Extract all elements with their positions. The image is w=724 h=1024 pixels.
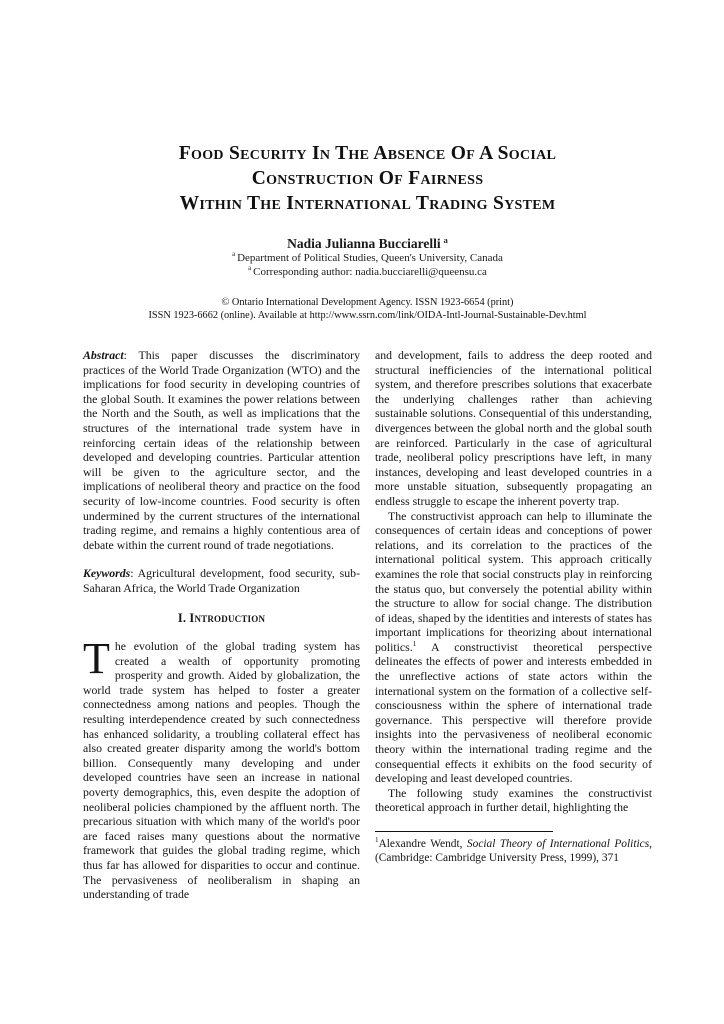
title-line-3: Within The International Trading System bbox=[179, 193, 556, 214]
footnote-reference-1: 1 bbox=[412, 638, 417, 648]
abstract-paragraph bbox=[83, 348, 360, 552]
footnote-post: , (Cambridge: Cambridge University Press, 1999), 371 bbox=[375, 838, 652, 865]
abstract-label: Abstract bbox=[83, 348, 124, 362]
continuation-paragraph: and development, fails to address the deep rooted and structural inefficiencies of the international political system, and therefore prescribes solutions that exacerbate the underlying challenges rather than achieving sustainable solutions. Consequential of this understanding, divergences between the global north and the global south are reinforced. Particularly in the case of agricultural trade, neoliberal policy prescriptions have left, in many instances, developing and least developed countries in a more unstable situation, subsequently propagating an endless struggle to escape the inherent poverty trap. bbox=[375, 348, 652, 508]
keywords-paragraph bbox=[83, 566, 360, 595]
right-column bbox=[375, 348, 652, 902]
drop-cap: T bbox=[83, 634, 110, 684]
author-block bbox=[83, 236, 652, 279]
keywords-label: Keywords bbox=[83, 566, 131, 581]
abstract-text: : This paper discusses the discriminatory practices of the World Trade Organization (WTO) and the implications for food security in developing countries of the global South. It examines the power relations between the North and the South, as well as implications that the structures of the international trade system have in reinforcing certain ideas of the relationship between developed and developing countries. Particular attention will be given to the agriculture sector, and the implications of neoliberal theory and practice on the food security of low-income countries. Food security is often undermined by the current structures of the international trading regime, and remains a highly contentious area of debate within the current round of trade negotiations. bbox=[83, 348, 360, 552]
footnote-book-title: Social Theory of International Politics bbox=[466, 838, 650, 850]
constructivist-paragraph bbox=[375, 509, 652, 786]
affiliation-superscript: a bbox=[232, 251, 236, 259]
intro-text: he evolution of the global trading system has created a wealth of opportunity promoting prosperity and growth. Aided by globalization, the world trade system has helped to foster a greater connectedness among nations and peoples. Though the resulting interdependence created by such connectedness has enhanced solidarity, a troubling collateral effect has also created greater disparity among the world's bottom billion. Consequently many developing and under developed countries have seen an increase in national poverty demographics, this, even despite the adoption of neoliberal policies championed by the affluent north. The precarious situation with which many of the world's poor are faced raises many questions about the normative framework that guides the global trading regime, which thus far has allowed for disparities to occur and continue. The pervasiveness of neoliberalism in shaping an understanding of trade bbox=[83, 639, 360, 902]
title-line-1: Food Security In The Absence Of A Social bbox=[178, 143, 557, 164]
footnote-separator bbox=[375, 831, 553, 832]
author-superscript: a bbox=[443, 235, 448, 245]
affiliation-text: Department of Political Studies, Queen's University, Canada bbox=[237, 252, 503, 264]
two-column-body bbox=[83, 348, 652, 902]
corresponding-superscript: a bbox=[248, 264, 252, 272]
publisher-info bbox=[83, 296, 652, 322]
author-name-text: Nadia Julianna Bucciarelli bbox=[287, 236, 441, 251]
corresponding-text: Corresponding author: nadia.bucciarelli@queensu.ca bbox=[253, 265, 487, 278]
footnote-pre: Alexandre Wendt, bbox=[378, 838, 467, 850]
constructivist-text-b: A constructivist theoretical perspective delineates the effects of power and interests embedded in the unreflective actions of state actors within the international system on the formation of a collective self-consciousness within the sphere of international trade governance. This perspective will therefore provide insights into the pervasiveness of neoliberal economic theory within the international trading regime and the consequential effects it exhibits on the food security of developing and least developed countries. bbox=[375, 639, 652, 786]
publisher-line-1: © Ontario International Development Agency. ISSN 1923-6654 (print) bbox=[221, 297, 514, 308]
intro-paragraph bbox=[83, 634, 360, 902]
corresponding-author-line bbox=[83, 266, 652, 280]
left-column bbox=[83, 348, 360, 902]
author-name bbox=[83, 236, 652, 252]
section-heading-introduction: I. Introduction bbox=[177, 610, 266, 625]
footnote-number: 1 bbox=[375, 836, 379, 845]
following-study-paragraph: The following study examines the constructivist theoretical approach in further detail, highlighting the bbox=[375, 785, 652, 815]
constructivist-text-a: The constructivist approach can help to illuminate the consequences of certain ideas and conceptions of power relations, and its correlation to the practices of the international political system. This approach critically examines the role that social constructs play in reinforcing the status quo, but conversely the potential ability within the structure to allow for social change. The distribution of ideas, shaped by the identities and interests of states has important implications for theorizing about international politics. bbox=[375, 508, 652, 654]
footnote-text bbox=[375, 837, 652, 865]
paper-title bbox=[83, 0, 652, 216]
keywords-text: : Agricultural development, food security, sub-Saharan Africa, the World Trade Organization bbox=[83, 566, 360, 595]
title-line-2: Construction Of Fairness bbox=[251, 168, 484, 189]
publisher-line-2: ISSN 1923-6662 (online). Available at http://www.ssrn.com/link/OIDA-Intl-Journal-Sustainable-Dev.html bbox=[148, 310, 587, 321]
affiliation-line bbox=[83, 252, 652, 266]
